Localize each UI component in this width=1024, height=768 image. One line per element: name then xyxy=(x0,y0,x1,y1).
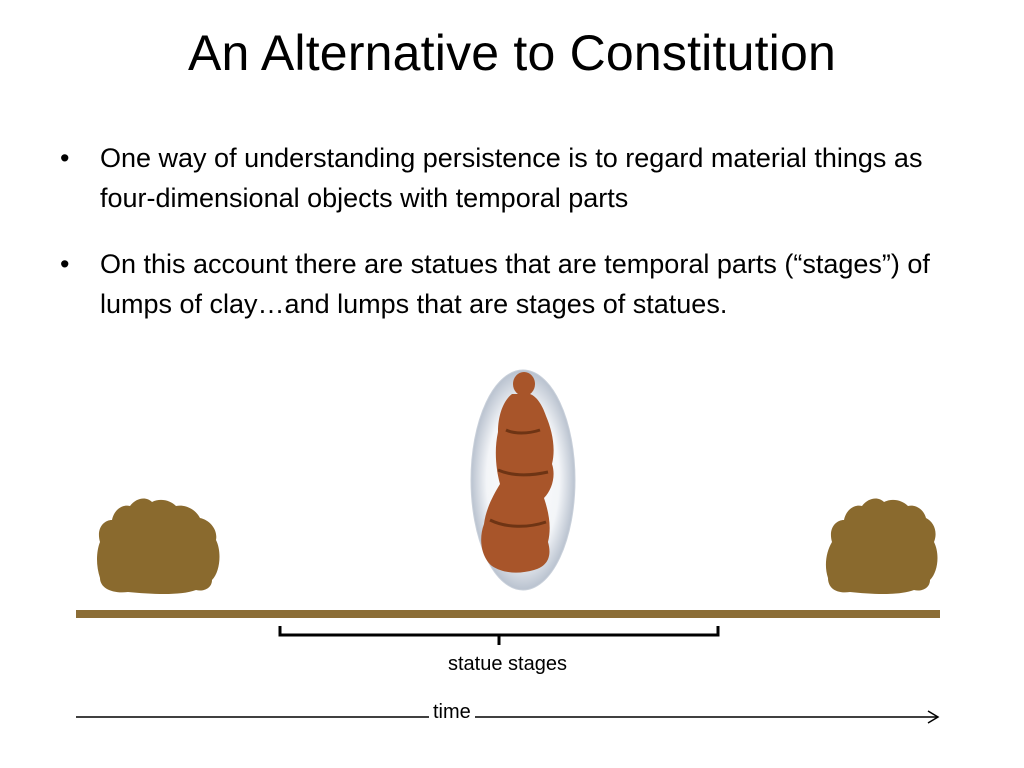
statue-icon xyxy=(471,370,575,590)
bullet-item xyxy=(58,138,938,218)
clay-lump-icon xyxy=(826,499,938,594)
bullet-text: One way of understanding persistence is to regard material things as four-dimensional objects with temporal parts xyxy=(100,143,923,213)
bullet-marker: • xyxy=(60,143,70,173)
timeline-bar xyxy=(76,610,940,618)
statue-stages-label: statue stages xyxy=(448,653,567,675)
clay-lump-icon xyxy=(97,499,219,594)
time-arrow xyxy=(76,711,938,723)
stage-bracket xyxy=(280,626,718,645)
bullet-text: On this account there are statues that are temporal parts (“stages”) of lumps of clay…and lumps that are stages of statues. xyxy=(100,249,930,319)
diagram-canvas xyxy=(0,360,1024,760)
bullet-item xyxy=(58,244,938,324)
time-axis-label: time xyxy=(429,701,475,724)
bullet-marker: • xyxy=(60,249,70,279)
slide-title: An Alternative to Constitution xyxy=(187,25,837,81)
persistence-diagram xyxy=(0,360,1024,760)
bullet-list xyxy=(58,138,938,350)
